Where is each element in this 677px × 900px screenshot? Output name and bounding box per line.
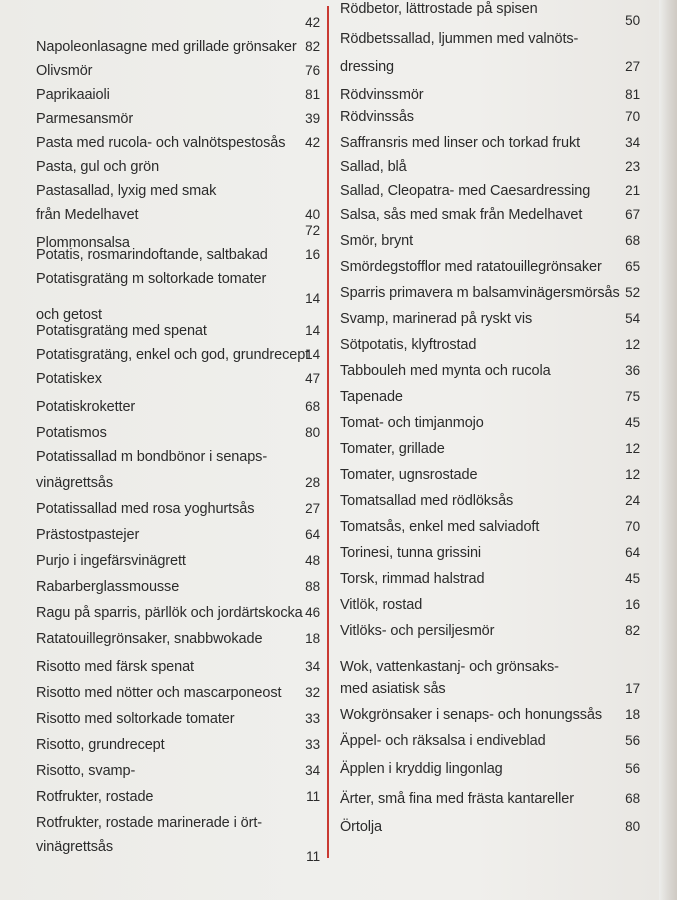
entry-title: Rotfrukter, rostade marinerade i ört-: [36, 815, 262, 831]
entry-title: Potatismos: [36, 425, 107, 441]
entry-title: Smör, brynt: [340, 233, 414, 249]
entry-title: Potatiskroketter: [36, 399, 136, 415]
page-number: 12: [625, 441, 640, 456]
entry-title: Purjo i ingefärsvinägrett: [36, 553, 186, 569]
entry-title: Olivsmör: [36, 63, 93, 79]
entry-title: Äpplen i kryddig lingonlag: [340, 761, 503, 777]
entry-title: Wok, vattenkastanj- och grönsaks-: [340, 659, 559, 675]
page-number: 50: [625, 13, 640, 28]
entry-title: vinägrettsås: [36, 475, 113, 491]
entry-title: Risotto med nötter och mascarponeost: [36, 685, 282, 701]
entry-title: Rödbetor, lättrostade på spisen: [340, 1, 538, 17]
entry-title: Rotfrukter, rostade: [36, 789, 154, 805]
entry-title: Tomater, ugnsrostade: [340, 467, 478, 483]
page-number: 18: [305, 631, 320, 646]
entry-title: Torinesi, tunna grissini: [340, 545, 482, 561]
page-number: 72: [305, 223, 320, 238]
page-number: 27: [305, 501, 320, 516]
page-number: 17: [625, 681, 640, 696]
entry-title: Potatissallad m bondbönor i senaps-: [36, 449, 268, 465]
page-number: 68: [625, 233, 640, 248]
entry-title: Risotto med färsk spenat: [36, 659, 194, 675]
page-number: 70: [625, 109, 640, 124]
entry-title: Ragu på sparris, pärllök och jordärtskocka: [36, 605, 303, 621]
entry-title: Potatiskex: [36, 371, 102, 387]
page-number: 56: [625, 733, 640, 748]
page-number: 34: [625, 135, 640, 150]
entry-title: Plommonsalsa: [36, 235, 130, 251]
page-number: 40: [305, 207, 320, 222]
entry-title: Ärter, små fina med frästa kantareller: [340, 791, 574, 807]
entry-title: Salsa, sås med smak från Medelhavet: [340, 207, 583, 223]
entry-title: dressing: [340, 59, 395, 75]
page-number: 42: [305, 15, 320, 30]
entry-title: med asiatisk sås: [340, 681, 446, 697]
page-number: 82: [625, 623, 640, 638]
entry-title: Parmesansmör: [36, 111, 134, 127]
page-number: 42: [305, 135, 320, 150]
entry-title: Örtolja: [340, 819, 383, 835]
page-number: 14: [305, 347, 320, 362]
entry-title: Rödvinssmör: [340, 87, 424, 103]
page-number: 80: [305, 425, 320, 440]
page-number: 68: [625, 791, 640, 806]
page-number: 12: [625, 337, 640, 352]
page-number: 76: [305, 63, 320, 78]
page-number: 82: [305, 39, 320, 54]
entry-title: Pasta, gul och grön: [36, 159, 160, 175]
entry-title: Äppel- och räksalsa i endiveblad: [340, 733, 546, 749]
page-number: 16: [305, 247, 320, 262]
page-number: 23: [625, 159, 640, 174]
page-number: 27: [625, 59, 640, 74]
entry-title: Tomatsallad med rödlöksås: [340, 493, 514, 509]
entry-title: Rabarberglassmousse: [36, 579, 180, 595]
page-number: 80: [625, 819, 640, 834]
entry-title: och getost: [36, 307, 102, 323]
entry-title: Svamp, marinerad på ryskt vis: [340, 311, 533, 327]
page-number: 16: [625, 597, 640, 612]
page-number: 52: [625, 285, 640, 300]
entry-title: vinägrettsås: [36, 839, 113, 855]
page-number: 14: [305, 323, 320, 338]
entry-title: Sallad, blå: [340, 159, 407, 175]
entry-title: Risotto, svamp-: [36, 763, 136, 779]
page-number: 28: [305, 475, 320, 490]
entry-title: Tapenade: [340, 389, 403, 405]
entry-title: Napoleonlasagne med grillade grönsaker: [36, 39, 297, 55]
page-number: 64: [625, 545, 640, 560]
page-number: 70: [625, 519, 640, 534]
page-number: 45: [625, 571, 640, 586]
entry-title: Potatisgratäng, enkel och god, grundrecept: [36, 347, 310, 363]
column-divider: [327, 6, 329, 858]
entry-title: Tomatsås, enkel med salviadoft: [340, 519, 540, 535]
page-number: 12: [625, 467, 640, 482]
page-number: 47: [305, 371, 320, 386]
page-number: 11: [306, 849, 320, 864]
page-edge-shadow: [659, 0, 677, 900]
page-number: 64: [305, 527, 320, 542]
page-number: 39: [305, 111, 320, 126]
entry-title: Risotto, grundrecept: [36, 737, 165, 753]
entry-title: Smördegstofflor med ratatouillegrönsaker: [340, 259, 602, 275]
entry-title: Sparris primavera m balsamvinägersmörsås: [340, 285, 620, 301]
entry-title: Prästostpastejer: [36, 527, 140, 543]
page-number: 46: [305, 605, 320, 620]
entry-title: Torsk, rimmad halstrad: [340, 571, 485, 587]
entry-title: Potatisgratäng m soltorkade tomater: [36, 271, 267, 287]
page-number: 56: [625, 761, 640, 776]
entry-title: Pastasallad, lyxig med smak: [36, 183, 217, 199]
entry-title: Ratatouillegrönsaker, snabbwokade: [36, 631, 263, 647]
page-number: 65: [625, 259, 640, 274]
page-number: 18: [625, 707, 640, 722]
entry-title: Rödbetssallad, ljummen med valnöts-: [340, 31, 579, 47]
entry-title: Risotto med soltorkade tomater: [36, 711, 235, 727]
page-number: 88: [305, 579, 320, 594]
entry-title: Tomat- och timjanmojo: [340, 415, 484, 431]
page-number: 81: [625, 87, 640, 102]
entry-title: Vitlök, rostad: [340, 597, 423, 613]
entry-title: Saffransris med linser och torkad frukt: [340, 135, 581, 151]
entry-title: Sötpotatis, klyftrostad: [340, 337, 477, 353]
page-number: 68: [305, 399, 320, 414]
page-number: 33: [305, 711, 320, 726]
page-number: 48: [305, 553, 320, 568]
entry-title: Tabbouleh med mynta och rucola: [340, 363, 551, 379]
page-number: 67: [625, 207, 640, 222]
page-number: 45: [625, 415, 640, 430]
page-number: 34: [305, 659, 320, 674]
page-number: 24: [625, 493, 640, 508]
entry-title: Potatisgratäng med spenat: [36, 323, 207, 339]
entry-title: Sallad, Cleopatra- med Caesardressing: [340, 183, 591, 199]
page-number: 14: [305, 291, 320, 306]
entry-title: Vitlöks- och persiljesmör: [340, 623, 495, 639]
entry-title: Rödvinssås: [340, 109, 414, 125]
page-number: 21: [625, 183, 640, 198]
entry-title: Pasta med rucola- och valnötspestosås: [36, 135, 286, 151]
entry-title: från Medelhavet: [36, 207, 139, 223]
page-number: 32: [305, 685, 320, 700]
page-number: 11: [306, 789, 320, 804]
page-number: 33: [305, 737, 320, 752]
entry-title: Potatis, rosmarindoftande, saltbakad: [36, 247, 268, 263]
entry-title: Paprikaaioli: [36, 87, 110, 103]
page-number: 36: [625, 363, 640, 378]
page-number: 81: [305, 87, 320, 102]
page-number: 75: [625, 389, 640, 404]
entry-title: Potatissallad med rosa yoghurtsås: [36, 501, 255, 517]
entry-title: Tomater, grillade: [340, 441, 445, 457]
page-number: 34: [305, 763, 320, 778]
page-number: 54: [625, 311, 640, 326]
entry-title: Wokgrönsaker i senaps- och honungssås: [340, 707, 603, 723]
